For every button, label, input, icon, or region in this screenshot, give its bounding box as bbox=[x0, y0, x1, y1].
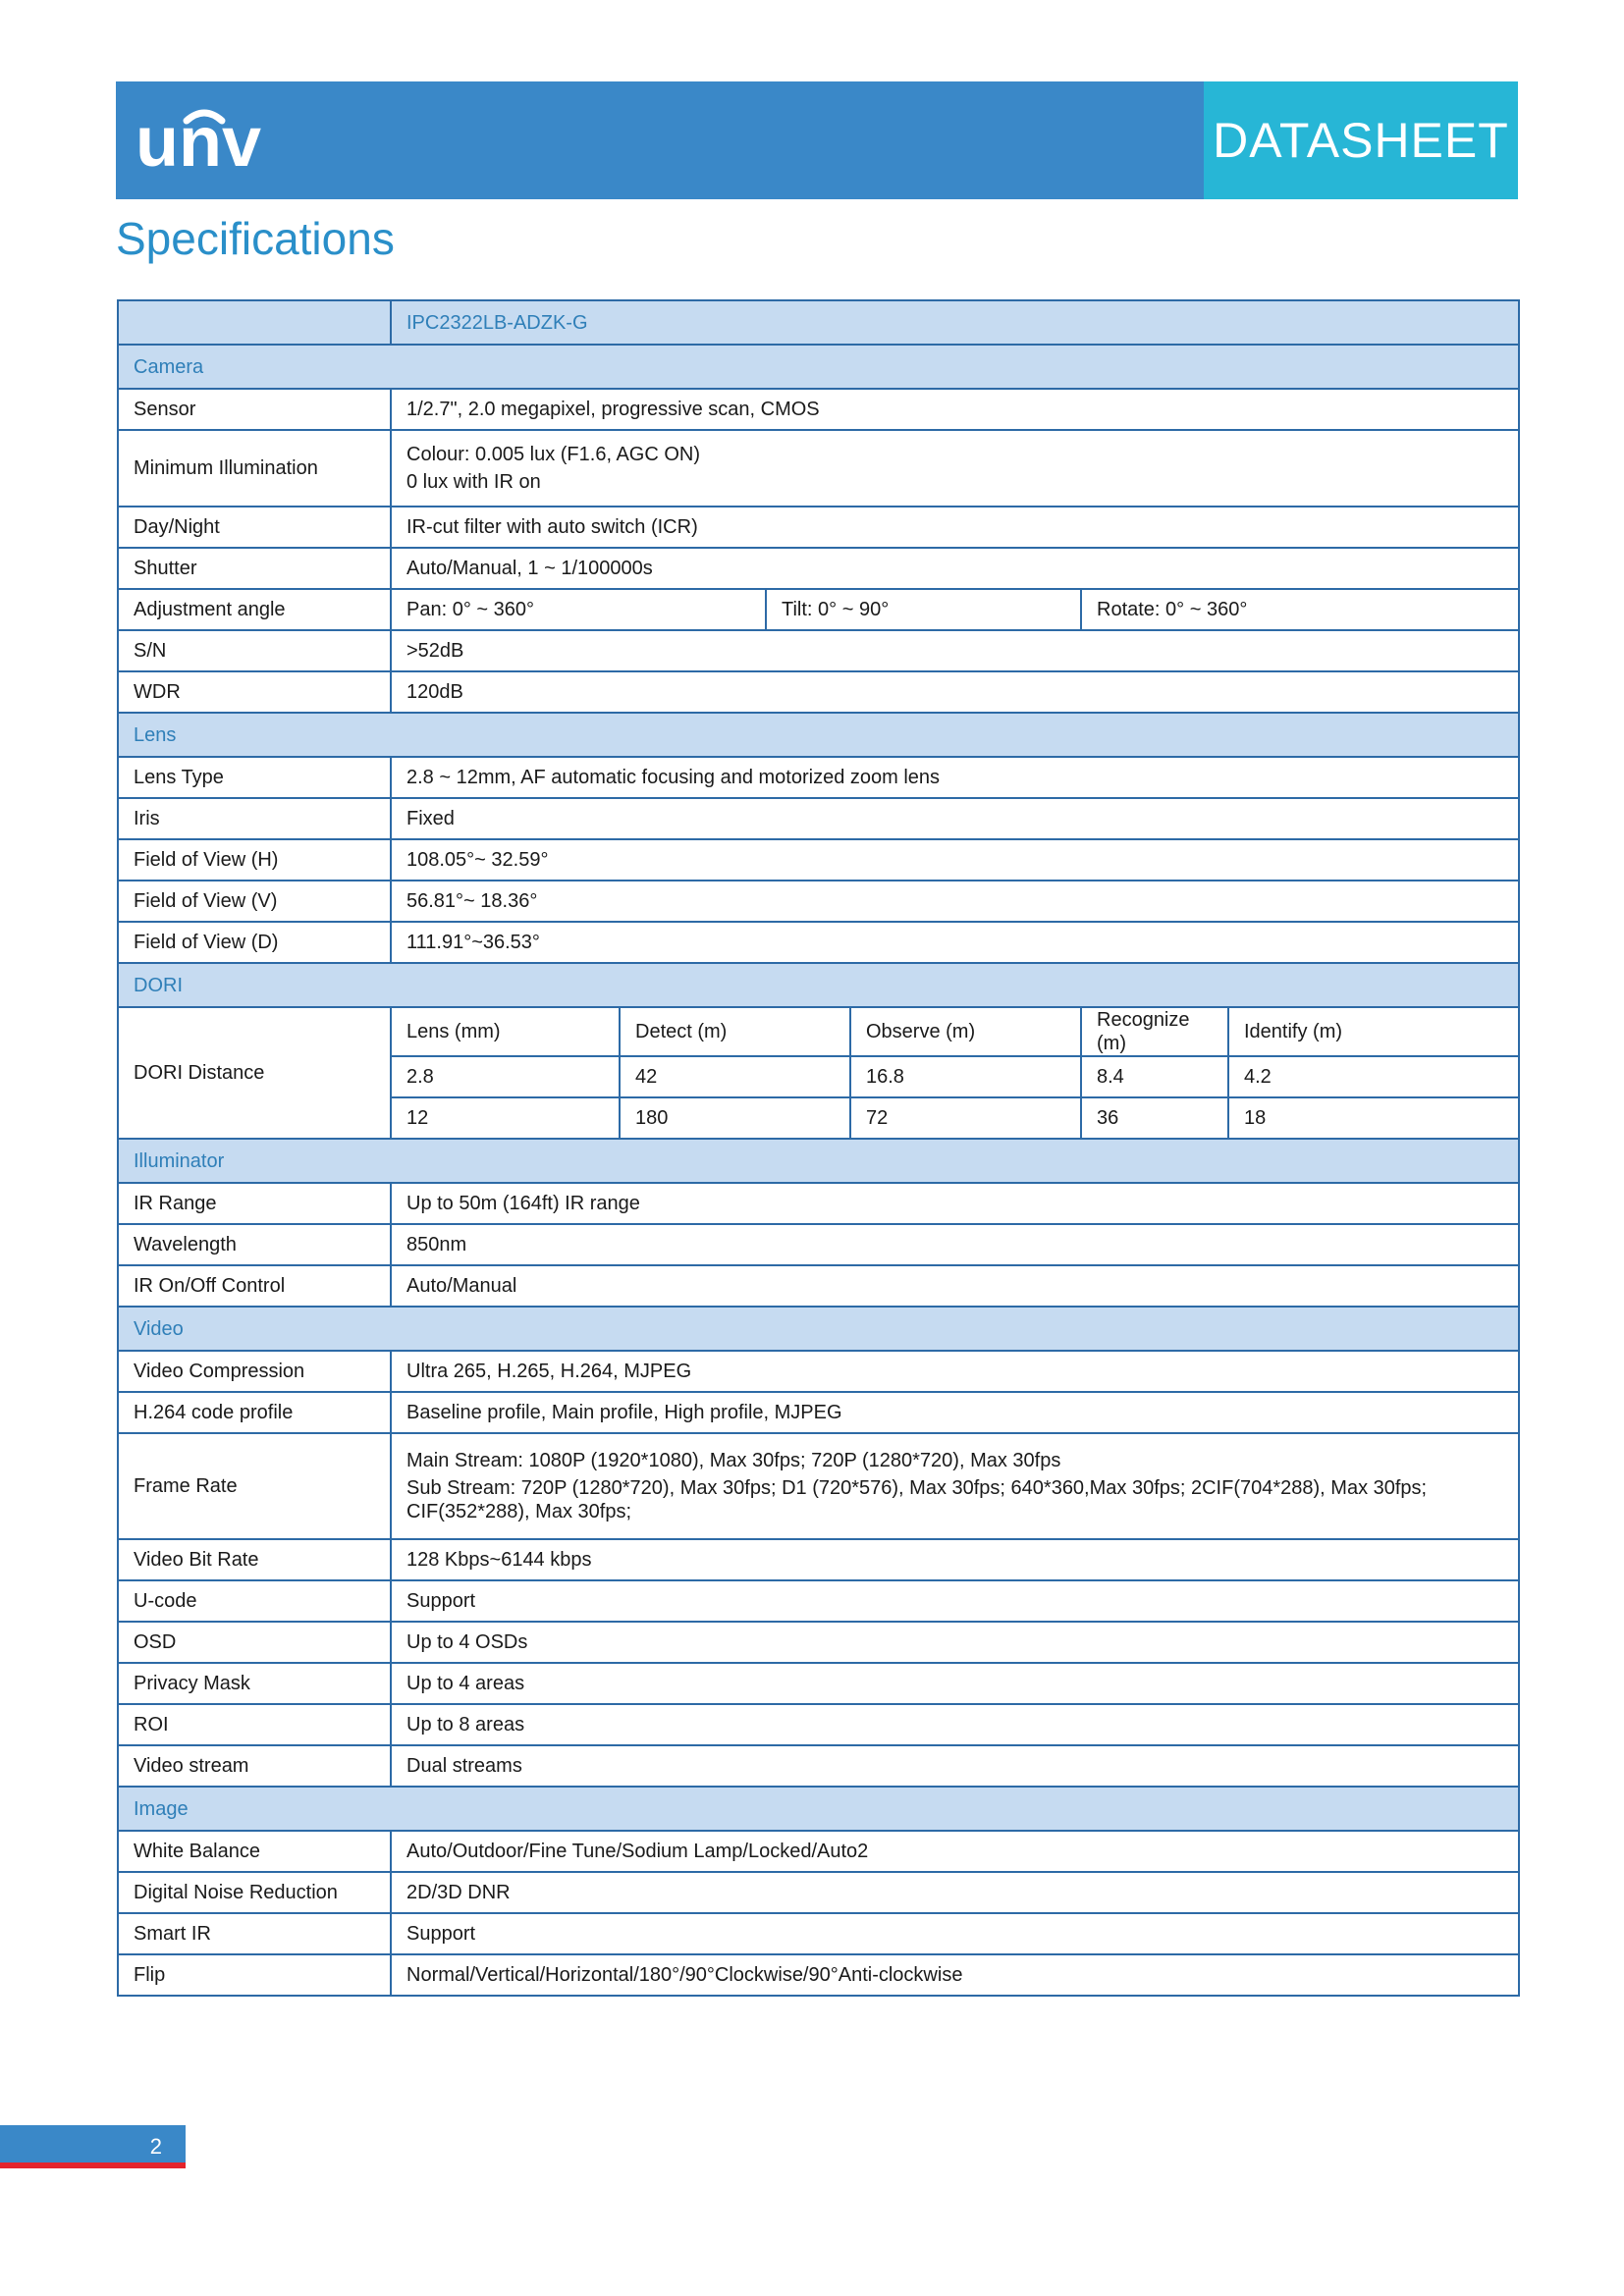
spec-label: Frame Rate bbox=[118, 1433, 391, 1539]
spec-label: ROI bbox=[118, 1704, 391, 1745]
spec-value: 120dB bbox=[391, 671, 1519, 713]
spec-row-lens-type bbox=[118, 757, 1519, 798]
dori-cell: 42 bbox=[620, 1056, 850, 1097]
spec-value: Auto/Manual, 1 ~ 1/100000s bbox=[391, 548, 1519, 589]
spec-row-fov-h bbox=[118, 839, 1519, 881]
spec-value: >52dB bbox=[391, 630, 1519, 671]
spec-value: 56.81°~ 18.36° bbox=[391, 881, 1519, 922]
spec-value: 2.8 ~ 12mm, AF automatic focusing and motorized zoom lens bbox=[391, 757, 1519, 798]
dori-header: Identify (m) bbox=[1228, 1007, 1519, 1056]
spec-row-bitrate bbox=[118, 1539, 1519, 1580]
dori-header-row bbox=[118, 1007, 1519, 1056]
spec-value: 128 Kbps~6144 kbps bbox=[391, 1539, 1519, 1580]
spec-label: Field of View (H) bbox=[118, 839, 391, 881]
spec-label: Lens Type bbox=[118, 757, 391, 798]
dori-cell: 36 bbox=[1081, 1097, 1228, 1139]
spec-value: Up to 4 areas bbox=[391, 1663, 1519, 1704]
spec-row-frame-rate bbox=[118, 1433, 1519, 1539]
spec-value bbox=[391, 1433, 1519, 1539]
spec-value-line: 0 lux with IR on bbox=[406, 471, 541, 493]
spec-row-wdr bbox=[118, 671, 1519, 713]
spec-value: 111.91°~36.53° bbox=[391, 922, 1519, 963]
footer-accent-line bbox=[0, 2163, 186, 2168]
spec-label: OSD bbox=[118, 1622, 391, 1663]
spec-value: 850nm bbox=[391, 1224, 1519, 1265]
spec-value: 2D/3D DNR bbox=[391, 1872, 1519, 1913]
spec-row-h264-profile bbox=[118, 1392, 1519, 1433]
section-title: Camera bbox=[118, 345, 1519, 389]
spec-label: H.264 code profile bbox=[118, 1392, 391, 1433]
spec-row-video-stream bbox=[118, 1745, 1519, 1787]
spec-row-min-illumination bbox=[118, 430, 1519, 507]
dori-cell: 72 bbox=[850, 1097, 1081, 1139]
spec-label: Video Bit Rate bbox=[118, 1539, 391, 1580]
spec-value: Up to 50m (164ft) IR range bbox=[391, 1183, 1519, 1224]
section-illuminator bbox=[118, 1139, 1519, 1183]
spec-label: IR Range bbox=[118, 1183, 391, 1224]
spec-row-roi bbox=[118, 1704, 1519, 1745]
logo bbox=[116, 81, 1204, 199]
dori-cell: 16.8 bbox=[850, 1056, 1081, 1097]
dori-cell: 4.2 bbox=[1228, 1056, 1519, 1097]
spec-row-privacy-mask bbox=[118, 1663, 1519, 1704]
spec-row-osd bbox=[118, 1622, 1519, 1663]
spec-label: Smart IR bbox=[118, 1913, 391, 1954]
dori-header: Detect (m) bbox=[620, 1007, 850, 1056]
section-lens bbox=[118, 713, 1519, 757]
spec-row-fov-d bbox=[118, 922, 1519, 963]
spec-label: Adjustment angle bbox=[118, 589, 391, 630]
spec-label: Digital Noise Reduction bbox=[118, 1872, 391, 1913]
adjust-pan: Pan: 0° ~ 360° bbox=[391, 589, 766, 630]
dori-cell: 180 bbox=[620, 1097, 850, 1139]
spec-row-video-compression bbox=[118, 1351, 1519, 1392]
spec-label: Wavelength bbox=[118, 1224, 391, 1265]
dori-cell: 12 bbox=[391, 1097, 620, 1139]
section-camera bbox=[118, 345, 1519, 389]
spec-value: Ultra 265, H.265, H.264, MJPEG bbox=[391, 1351, 1519, 1392]
spec-row-adjustment-angle bbox=[118, 589, 1519, 630]
spec-value: Normal/Vertical/Horizontal/180°/90°Clockwise/90°Anti-clockwise bbox=[391, 1954, 1519, 1996]
spec-value: Support bbox=[391, 1580, 1519, 1622]
page-title: Specifications bbox=[116, 213, 395, 264]
spec-row-iris bbox=[118, 798, 1519, 839]
spec-label: Iris bbox=[118, 798, 391, 839]
spec-label: Field of View (D) bbox=[118, 922, 391, 963]
spec-row-white-balance bbox=[118, 1831, 1519, 1872]
page-number: 2 bbox=[149, 2134, 162, 2159]
spec-label: U-code bbox=[118, 1580, 391, 1622]
svg-text:unv: unv bbox=[135, 103, 262, 180]
spec-value: Auto/Manual bbox=[391, 1265, 1519, 1307]
unv-logo bbox=[135, 101, 283, 180]
spec-label: Flip bbox=[118, 1954, 391, 1996]
spec-row-dnr bbox=[118, 1872, 1519, 1913]
specifications-table bbox=[117, 299, 1520, 1997]
spec-label: Video stream bbox=[118, 1745, 391, 1787]
section-video bbox=[118, 1307, 1519, 1351]
dori-cell: 18 bbox=[1228, 1097, 1519, 1139]
adjust-tilt: Tilt: 0° ~ 90° bbox=[766, 589, 1081, 630]
spec-value: Up to 4 OSDs bbox=[391, 1622, 1519, 1663]
spec-row-ucode bbox=[118, 1580, 1519, 1622]
spec-label: S/N bbox=[118, 630, 391, 671]
section-title: Image bbox=[118, 1787, 1519, 1831]
spec-label: White Balance bbox=[118, 1831, 391, 1872]
spec-label: Sensor bbox=[118, 389, 391, 430]
spec-row-ir-range bbox=[118, 1183, 1519, 1224]
spec-value: 1/2.7", 2.0 megapixel, progressive scan, CMOS bbox=[391, 389, 1519, 430]
spec-label: Minimum Illumination bbox=[118, 430, 391, 507]
dori-header: Observe (m) bbox=[850, 1007, 1081, 1056]
dori-header: Lens (mm) bbox=[391, 1007, 620, 1056]
section-title: DORI bbox=[118, 963, 1519, 1007]
spec-value: Support bbox=[391, 1913, 1519, 1954]
header-band bbox=[116, 81, 1518, 199]
model-blank-cell bbox=[118, 300, 391, 345]
spec-row-day-night bbox=[118, 507, 1519, 548]
datasheet-badge: DATASHEET bbox=[1204, 81, 1518, 199]
spec-label: DORI Distance bbox=[118, 1007, 391, 1139]
section-image bbox=[118, 1787, 1519, 1831]
spec-value-line: Main Stream: 1080P (1920*1080), Max 30fps; 720P (1280*720), Max 30fps bbox=[406, 1450, 1061, 1471]
spec-value bbox=[391, 430, 1519, 507]
spec-label: WDR bbox=[118, 671, 391, 713]
spec-row-ir-control bbox=[118, 1265, 1519, 1307]
dori-header: Recognize (m) bbox=[1081, 1007, 1228, 1056]
spec-row-sn bbox=[118, 630, 1519, 671]
dori-cell: 2.8 bbox=[391, 1056, 620, 1097]
spec-value: Auto/Outdoor/Fine Tune/Sodium Lamp/Locked/Auto2 bbox=[391, 1831, 1519, 1872]
spec-value: Baseline profile, Main profile, High profile, MJPEG bbox=[391, 1392, 1519, 1433]
spec-value: 108.05°~ 32.59° bbox=[391, 839, 1519, 881]
spec-value-line: Colour: 0.005 lux (F1.6, AGC ON) bbox=[406, 444, 701, 465]
dori-cell: 8.4 bbox=[1081, 1056, 1228, 1097]
adjust-rotate: Rotate: 0° ~ 360° bbox=[1081, 589, 1519, 630]
spec-label: Video Compression bbox=[118, 1351, 391, 1392]
spec-label: Privacy Mask bbox=[118, 1663, 391, 1704]
spec-row-sensor bbox=[118, 389, 1519, 430]
spec-row-shutter bbox=[118, 548, 1519, 589]
spec-label: Day/Night bbox=[118, 507, 391, 548]
model-name: IPC2322LB-ADZK-G bbox=[391, 300, 1519, 345]
section-title: Video bbox=[118, 1307, 1519, 1351]
section-title: Lens bbox=[118, 713, 1519, 757]
spec-row-fov-v bbox=[118, 881, 1519, 922]
spec-label: Field of View (V) bbox=[118, 881, 391, 922]
spec-row-smart-ir bbox=[118, 1913, 1519, 1954]
spec-value: Fixed bbox=[391, 798, 1519, 839]
spec-label: Shutter bbox=[118, 548, 391, 589]
spec-value-line: Sub Stream: 720P (1280*720), Max 30fps; D1 (720*576), Max 30fps; 640*360,Max 30fps; 2CIF(704*288), Max 30fps; CIF(352*288), Max 30fps; bbox=[406, 1477, 1428, 1522]
section-title: Illuminator bbox=[118, 1139, 1519, 1183]
spec-value: Up to 8 areas bbox=[391, 1704, 1519, 1745]
spec-row-wavelength bbox=[118, 1224, 1519, 1265]
spec-row-flip bbox=[118, 1954, 1519, 1996]
model-row bbox=[118, 300, 1519, 345]
section-dori bbox=[118, 963, 1519, 1007]
spec-value: Dual streams bbox=[391, 1745, 1519, 1787]
spec-label: IR On/Off Control bbox=[118, 1265, 391, 1307]
spec-value: IR-cut filter with auto switch (ICR) bbox=[391, 507, 1519, 548]
